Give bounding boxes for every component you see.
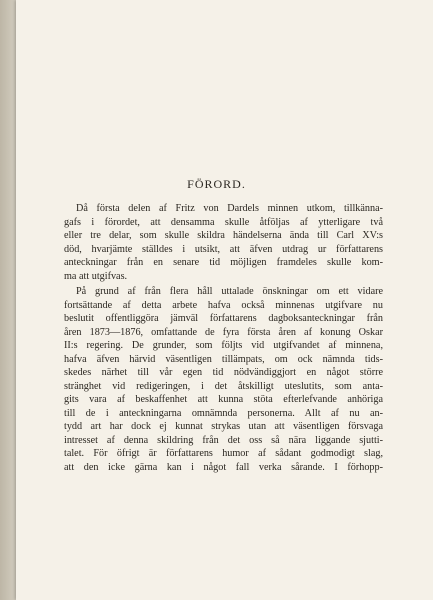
text-line: till de i anteckningarna omnämnda personerna. Allt af nu an- xyxy=(64,407,383,419)
text-line: skedes närhet till vår egen tid nödvändiggjort en något större xyxy=(64,367,383,378)
text-line: II:s regering. De grunder, som följts vid utgifvandet af minnena, xyxy=(64,340,383,351)
text-line: gafs i förordet, att densamma skulle åtföljas af ytterligare två xyxy=(64,216,383,228)
text-line: eller tre delar, som skulle skildra händelserna ända till Carl XV:s xyxy=(64,230,383,241)
text-line: På grund af från flera håll uttalade önskningar om ett vidare xyxy=(76,286,383,297)
text-line: Då första delen af Fritz von Dardels minnen utkom, tillkänna- xyxy=(76,203,383,214)
text-line: att den icke gärna kan i något fall verka sårande. I förhopp- xyxy=(64,461,383,473)
text-line: stränghet vid redigeringen, i det åtskilligt uteslutits, som anta- xyxy=(64,380,383,392)
text-line: intresset af denna skildring från det oss så nära liggande sjutti- xyxy=(64,434,383,446)
text-line: anteckningar från en senare tid möjligen framdeles skulle kom- xyxy=(64,257,383,268)
text-line: ma att utgifvas. xyxy=(64,270,128,282)
text-line: beslutit offentliggöra jämväl författarens dagboksanteckningar från xyxy=(64,313,383,324)
page-title: FÖRORD. xyxy=(187,177,246,191)
text-line: hafva äfven härvid väsentligen tillämpats, om ock nämnda tids- xyxy=(64,353,383,365)
text-line: talet. För öfrigt är författarens humor af sådant godmodigt slag, xyxy=(64,448,383,459)
text-line: åren 1873—1876, omfattande de fyra första åren af konung Oskar xyxy=(64,326,383,338)
paragraph-1 xyxy=(64,202,383,283)
text-line: död, hvarjämte ställdes i utsikt, att äfven utdrag ur författarens xyxy=(64,243,383,255)
text-line: gits vara af beskaffenhet att kunna stöta efterlefvande anhöriga xyxy=(64,394,383,405)
body-text xyxy=(64,202,383,476)
book-gutter xyxy=(0,0,16,600)
text-line: tydd art har dock ej kunnat strykas utan att väsentligen försvaga xyxy=(64,421,383,432)
paragraph-2 xyxy=(64,285,383,474)
text-line: fortsättande af detta arbete hafva också minnenas utgifvare nu xyxy=(64,299,383,311)
